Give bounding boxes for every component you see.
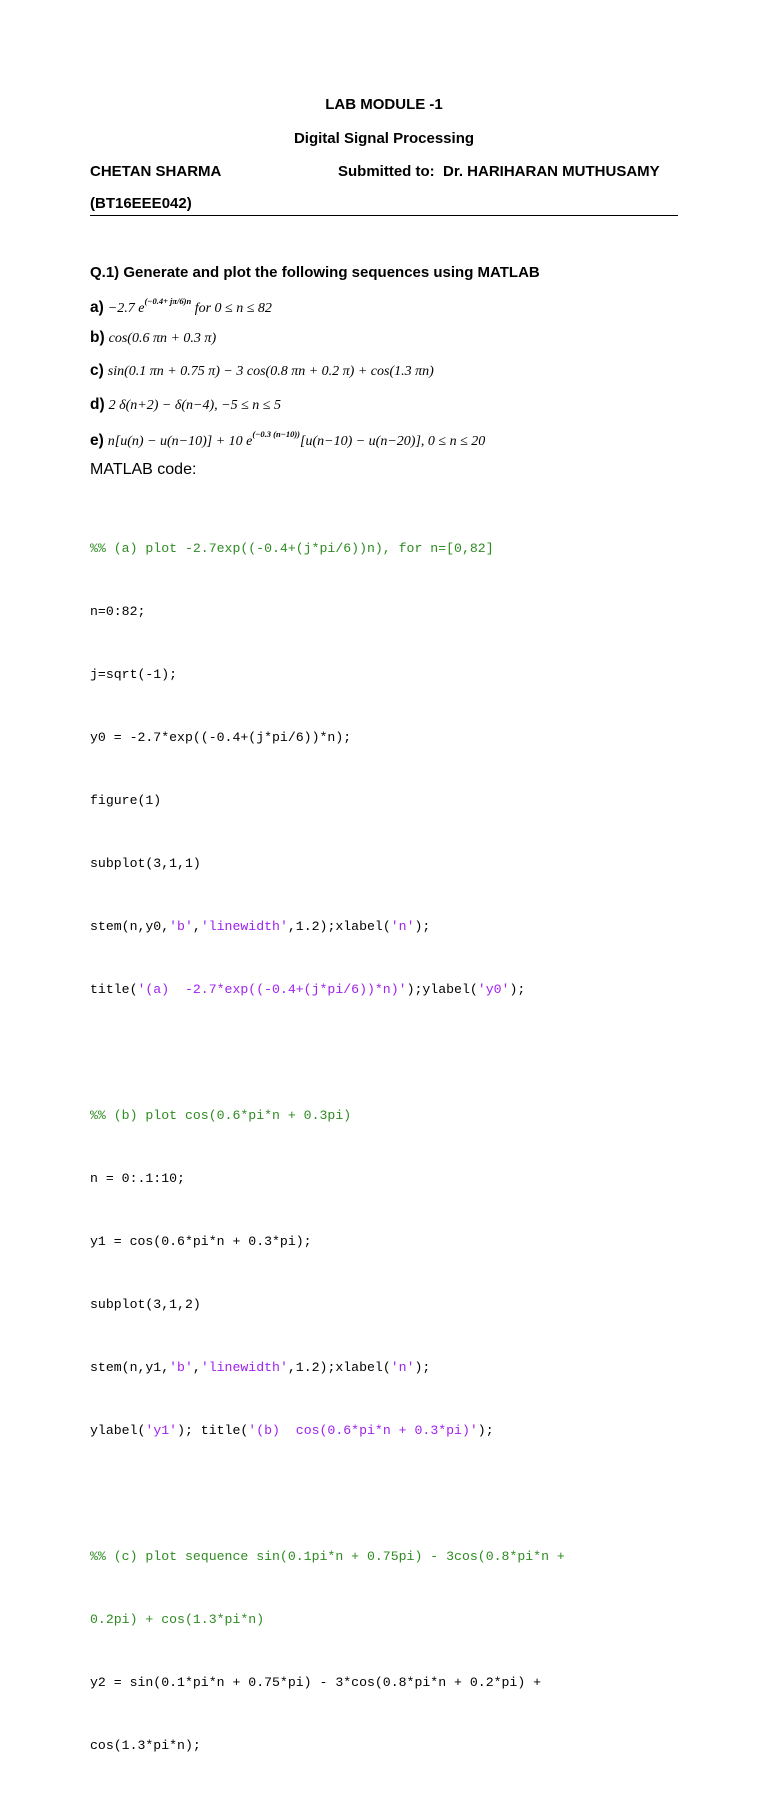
code-string: 'n' (390, 1360, 415, 1375)
sequence-e (90, 429, 485, 450)
code-text: ); (509, 982, 526, 997)
code-line (90, 916, 690, 937)
item-label: b) (90, 329, 105, 346)
item-label: c) (90, 362, 104, 379)
code-line (90, 1357, 690, 1378)
lab-title: LAB MODULE -1 (325, 96, 443, 113)
equation-range: for 0 ≤ n ≤ 82 (191, 301, 272, 316)
code-string: '(a) -2.7*exp((-0.4+(j*pi/6))*n)' (137, 982, 407, 997)
code-heading: MATLAB code: (90, 461, 197, 478)
sequence-c (90, 362, 434, 380)
code-comment: 0.2pi) + cos(1.3*pi*n) (90, 1612, 265, 1627)
code-comment: %% (c) plot sequence sin(0.1pi*n + 0.75pi) - 3cos(0.8*pi*n + (90, 1549, 565, 1564)
blank-line (90, 1483, 690, 1504)
code-line: subplot(3,1,1) (90, 856, 201, 871)
code-text: ); title( (177, 1423, 249, 1438)
code-line: cos(1.3*pi*n); (90, 1738, 201, 1753)
item-label: e) (90, 432, 104, 449)
code-line: y2 = sin(0.1*pi*n + 0.75*pi) - 3*cos(0.8*pi*n + 0.2*pi) + (90, 1675, 542, 1690)
code-text: ,1.2);xlabel( (287, 919, 391, 934)
code-line: n=0:82; (90, 604, 146, 619)
submitted-to (338, 163, 660, 180)
code-text: stem(n,y0, (90, 919, 170, 934)
equation-exponent: (−0.3 (n−10)) (252, 429, 301, 439)
code-string: 'y0' (477, 982, 510, 997)
code-text: );ylabel( (406, 982, 478, 997)
code-text: , (192, 919, 201, 934)
equation-exponent: (−0.4+ jπ/6)n (144, 296, 192, 306)
student-name: CHETAN SHARMA (90, 163, 222, 180)
code-comment: %% (a) plot -2.7exp((-0.4+(j*pi/6))n), for n=[0,82] (90, 541, 494, 556)
header-divider (90, 215, 678, 216)
equation (107, 429, 486, 449)
supervisor-name: Dr. HARIHARAN MUTHUSAMY (443, 163, 660, 180)
code-string: '(b) cos(0.6*pi*n + 0.3*pi)' (248, 1423, 478, 1438)
sequence-d (90, 396, 281, 414)
code-line (90, 1420, 690, 1441)
code-string: 'b' (169, 1360, 193, 1375)
code-string: 'n' (390, 919, 415, 934)
item-label: d) (90, 396, 105, 413)
code-string: 'linewidth' (200, 1360, 288, 1375)
code-line: n = 0:.1:10; (90, 1171, 185, 1186)
equation: 2 δ(n+2) − δ(n−4), −5 ≤ n ≤ 5 (108, 398, 281, 413)
sequence-b (90, 329, 216, 347)
code-line: subplot(3,1,2) (90, 1297, 201, 1312)
equation-base: n[u(n) − u(n−10)] + 10 e (107, 434, 253, 449)
code-text: , (192, 1360, 201, 1375)
code-text: ); (477, 1423, 494, 1438)
code-line: y0 = -2.7*exp((-0.4+(j*pi/6))*n); (90, 730, 352, 745)
code-line: j=sqrt(-1); (90, 667, 178, 682)
code-text: ); (414, 919, 431, 934)
equation: cos(0.6 πn + 0.3 π) (108, 331, 217, 346)
code-string: 'b' (169, 919, 193, 934)
matlab-code-block (90, 496, 690, 1798)
blank-line (90, 1042, 690, 1063)
code-text: stem(n,y1, (90, 1360, 170, 1375)
code-comment: %% (b) plot cos(0.6*pi*n + 0.3pi) (90, 1108, 352, 1123)
code-line: y1 = cos(0.6*pi*n + 0.3*pi); (90, 1234, 312, 1249)
code-string: 'y1' (145, 1423, 178, 1438)
subject-title: Digital Signal Processing (293, 130, 475, 147)
code-text: ylabel( (90, 1423, 146, 1438)
code-text: title( (90, 982, 138, 997)
equation-base: −2.7 e (107, 301, 145, 316)
code-text: ); (414, 1360, 431, 1375)
question-heading: Q.1) Generate and plot the following sequences using MATLAB (90, 264, 540, 281)
code-line: figure(1) (90, 793, 162, 808)
code-text: ,1.2);xlabel( (287, 1360, 391, 1375)
item-label: a) (90, 299, 104, 316)
code-string: 'linewidth' (200, 919, 288, 934)
code-line (90, 979, 690, 1000)
equation: sin(0.1 πn + 0.75 π) − 3 cos(0.8 πn + 0.2 π) + cos(1.3 πn) (107, 364, 434, 379)
roll-number: (BT16EEE042) (90, 195, 192, 212)
submitted-label: Submitted to: (338, 163, 435, 180)
equation (107, 296, 272, 316)
sequence-a (90, 296, 272, 317)
equation-range: [u(n−10) − u(n−20)], 0 ≤ n ≤ 20 (300, 434, 486, 449)
